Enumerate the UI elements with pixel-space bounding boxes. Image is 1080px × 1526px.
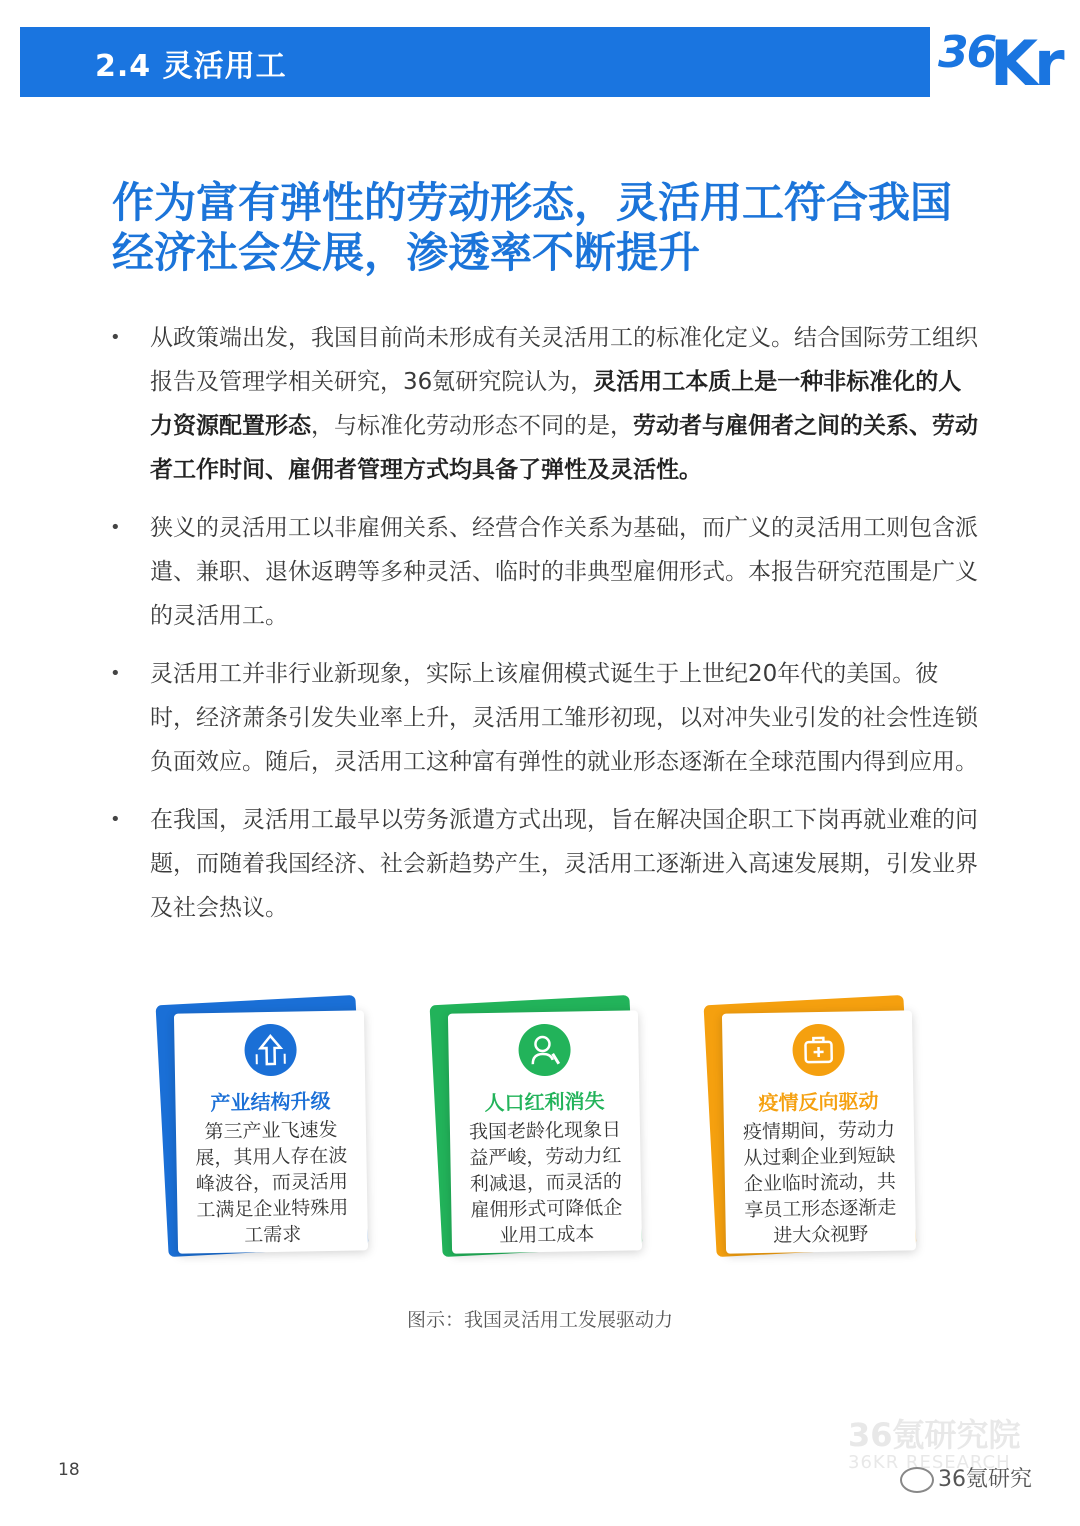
- header-bar: [20, 27, 1061, 100]
- bullet-symbol: •: [110, 517, 121, 538]
- bullet-text: 从政策端出发，我国目前尚未形成有关灵活用工的标准化定义。结合国际劳工组织报告及管理学相关研究，36氪研究院认为，: [150, 325, 978, 395]
- bullet-item: [108, 316, 978, 492]
- upgrade-arrow-icon: [244, 1024, 297, 1077]
- logo-letters: Kr: [990, 27, 1061, 100]
- card-text: 疫情期间，劳动力从过剩企业到短缺企业临时流动，共享员工形态逐渐走进大众视野: [742, 1118, 897, 1247]
- bullet-symbol: •: [110, 327, 121, 348]
- watermark-sub: 36KR RESEARCH: [848, 1452, 1011, 1473]
- bullet-item: [108, 798, 978, 930]
- bullet-bold-text: 灵活用工本质上是一种非标准化的人力资源配置形态: [150, 369, 962, 439]
- watermark-name: 36氪研究院: [848, 1416, 1021, 1454]
- card-title: 人口红利消失: [484, 1088, 605, 1116]
- card-body: [448, 1010, 642, 1253]
- bullet-list: [108, 316, 978, 944]
- page-headline: [112, 178, 992, 278]
- section-title: 2.4 灵活用工: [95, 49, 287, 84]
- card-body: [722, 1010, 916, 1253]
- bullet-symbol: •: [110, 663, 121, 684]
- card-text: 第三产业飞速发展，其用人存在波峰波谷，而灵活用工满足企业特殊用工需求: [195, 1118, 349, 1247]
- 36kr-logo: [930, 27, 1061, 100]
- bullet-text: ，与标准化劳动形态不同的是，: [311, 413, 633, 439]
- headline-line-1: 作为富有弹性的劳动形态，灵活用工符合我国: [112, 178, 953, 227]
- card-title: 产业结构升级: [210, 1088, 331, 1116]
- bullet-item: [108, 652, 978, 784]
- driver-card-industry: [162, 1000, 382, 1270]
- bullet-item: [108, 506, 978, 638]
- worker-icon: [518, 1024, 571, 1077]
- bullet-text: 灵活用工并非行业新现象，实际上该雇佣模式诞生于上世纪20年代的美国。彼时，经济萧条引发失业率上升，灵活用工雏形初现，以对冲失业引发的社会性连锁负面效应。随后，灵活用工这种富有弹性的就业形态逐渐在全球范围内得到应用。: [150, 661, 978, 775]
- page-number: 18: [58, 1460, 80, 1480]
- card-body: [174, 1010, 368, 1253]
- bullet-text: 在我国，灵活用工最早以劳务派遣方式出现，旨在解决国企职工下岗再就业难的问题，而随着我国经济、社会新趋势产生，灵活用工逐渐进入高速发展期，引发业界及社会热议。: [150, 807, 978, 921]
- bullet-text: 狭义的灵活用工以非雇佣关系、经营合作关系为基础，而广义的灵活用工则包含派遣、兼职、退休返聘等多种灵活、临时的非典型雇佣形式。本报告研究范围是广义的灵活用工。: [150, 515, 978, 629]
- medical-kit-icon: [792, 1024, 845, 1077]
- headline-line-2: 经济社会发展，渗透率不断提升: [112, 228, 701, 277]
- driver-card-epidemic: [710, 1000, 930, 1270]
- wechat-account: [900, 1462, 1032, 1493]
- bullet-symbol: •: [110, 809, 121, 830]
- wechat-label: 36氪研究: [938, 1467, 1032, 1492]
- wechat-icon: [900, 1467, 934, 1493]
- driver-card-demographic: [436, 1000, 656, 1270]
- card-text: 我国老龄化现象日益严峻，劳动力红利减退，而灵活的雇佣形式可降低企业用工成本: [468, 1118, 623, 1247]
- logo-number: 36: [938, 27, 996, 78]
- card-title: 疫情反向驱动: [758, 1088, 879, 1116]
- figure-caption: 图示：我国灵活用工发展驱动力: [406, 1309, 673, 1331]
- bullet-bold-text: 劳动者与雇佣者之间的关系、劳动者工作时间、雇佣者管理方式均具备了弹性及灵活性。: [150, 413, 978, 483]
